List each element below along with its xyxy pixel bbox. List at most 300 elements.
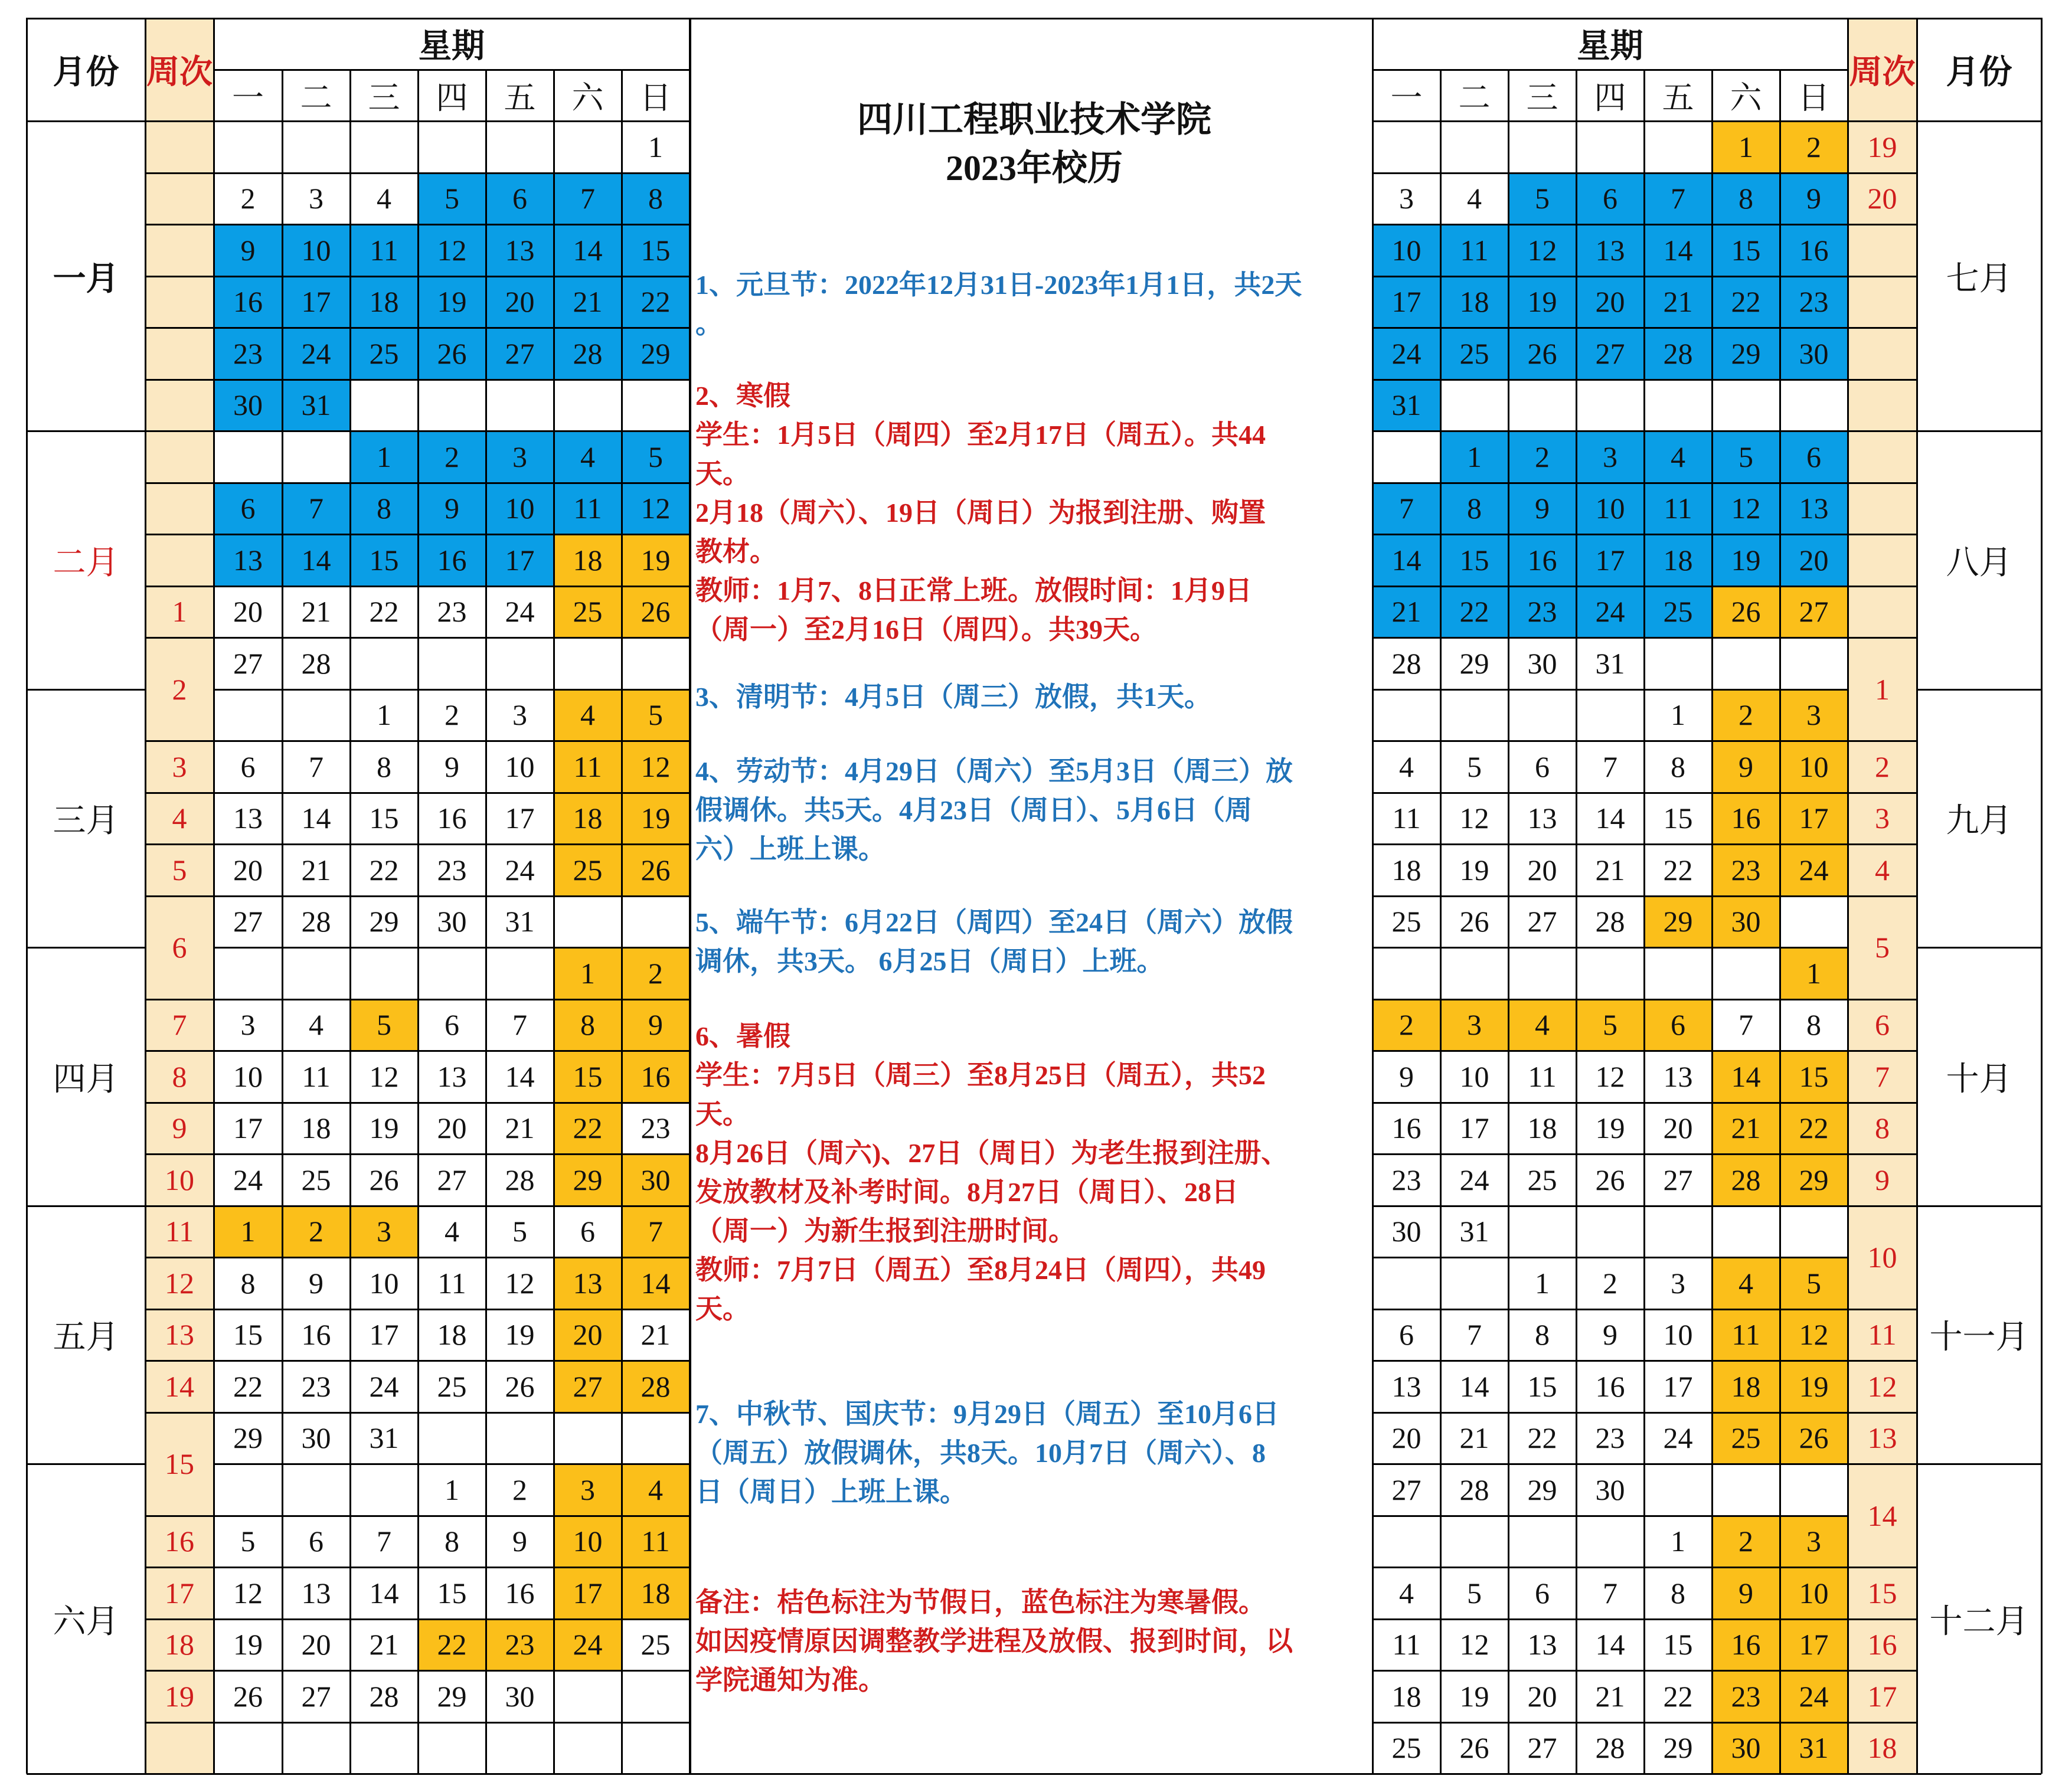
grid-line: [27, 1463, 145, 1465]
day-cell: 26: [622, 586, 689, 638]
day-cell: 1: [445, 1473, 459, 1506]
day-cell: 22: [369, 595, 399, 629]
day-cell: 12: [418, 224, 486, 276]
empty-day-cell: [622, 1670, 689, 1722]
note-line: 发放教材及补考时间。8月27日（周日）、28日: [695, 1177, 1238, 1207]
day-cell: 23: [641, 1111, 671, 1145]
empty-day-cell: [554, 1722, 622, 1774]
grid-line: [1373, 1309, 1848, 1310]
month-label: 三月: [53, 803, 119, 840]
grid-line: [214, 430, 689, 432]
day-cell: 3: [1780, 689, 1848, 741]
grid-line: [1373, 689, 1848, 691]
empty-day-cell: [214, 947, 282, 999]
day-cell: 30: [214, 380, 282, 431]
grid-line: [145, 895, 214, 897]
empty-day-cell: [1440, 689, 1508, 741]
week-number-cell: 11: [1848, 1309, 1917, 1361]
grid-line: [1848, 1050, 1917, 1052]
day-cell: 21: [1459, 1421, 1489, 1455]
day-cell: 22: [1780, 1103, 1848, 1155]
empty-day-cell: [486, 637, 554, 689]
day-cell: 19: [622, 793, 689, 845]
day-cell: 5: [1467, 1576, 1482, 1610]
day-cell: 10: [1780, 741, 1848, 793]
grid-line: [1917, 1463, 2041, 1465]
day-cell: 6: [1780, 431, 1848, 483]
day-cell: 5: [622, 689, 689, 741]
day-cell: 13: [1663, 1059, 1693, 1093]
week-number-cell: 2: [145, 637, 214, 741]
empty-day-cell: [1576, 1206, 1644, 1258]
grid-line: [1508, 69, 1509, 1774]
grid-line: [214, 1722, 689, 1724]
day-cell: 3: [1780, 1516, 1848, 1568]
day-cell: 6: [1644, 999, 1712, 1051]
grid-line: [145, 224, 214, 225]
day-cell: 18: [1391, 853, 1421, 887]
day-cell: 30: [437, 905, 467, 938]
week-number-cell: 16: [145, 1516, 214, 1568]
week-number-cell: 16: [1848, 1619, 1917, 1671]
day-cell: 16: [1391, 1111, 1421, 1145]
day-cell: 22: [1440, 586, 1508, 638]
day-cell: 21: [554, 276, 622, 328]
day-cell: 10: [1576, 483, 1644, 535]
day-cell: 15: [554, 1051, 622, 1103]
day-cell: 14: [554, 224, 622, 276]
week-number-cell: 9: [145, 1103, 214, 1155]
day-cell: 20: [233, 595, 263, 629]
grid-line: [214, 999, 689, 1000]
weekday-header: 日: [639, 80, 672, 116]
day-cell: 22: [1663, 853, 1693, 887]
weekday-header: 三: [368, 80, 400, 116]
week-number-cell: [145, 431, 214, 483]
week-number-cell: 10: [1848, 1206, 1917, 1309]
empty-day-cell: [622, 637, 689, 689]
day-cell: 16: [1712, 1619, 1780, 1671]
grid-line: [2041, 18, 2043, 1774]
week-number-cell: [1848, 328, 1917, 380]
grid-line: [1373, 1257, 1848, 1258]
day-cell: 4: [1467, 182, 1482, 215]
day-cell: 14: [1595, 1628, 1625, 1662]
grid-line: [214, 1309, 689, 1310]
day-cell: 10: [486, 483, 554, 535]
day-cell: 11: [1392, 1628, 1421, 1662]
grid-line: [689, 18, 1373, 19]
day-cell: 3: [1399, 182, 1414, 215]
day-cell: 19: [418, 276, 486, 328]
day-cell: 27: [1663, 1163, 1693, 1196]
day-cell: 16: [1780, 224, 1848, 276]
grid-line: [1848, 999, 1917, 1000]
day-cell: 9: [1508, 483, 1576, 535]
grid-line: [1373, 1670, 1848, 1672]
day-cell: 21: [641, 1318, 671, 1352]
grid-line: [1373, 637, 1848, 639]
day-cell: 29: [437, 1679, 467, 1713]
grid-line: [1373, 1567, 1848, 1568]
day-cell: 22: [622, 276, 689, 328]
grid-line: [214, 1050, 689, 1052]
empty-day-cell: [1373, 431, 1440, 483]
day-cell: 11: [1644, 483, 1712, 535]
day-cell: 27: [1576, 328, 1644, 380]
day-cell: 5: [1576, 999, 1644, 1051]
day-cell: 11: [350, 224, 418, 276]
grid-line: [214, 740, 689, 742]
day-cell: 5: [622, 431, 689, 483]
day-cell: 12: [1508, 224, 1576, 276]
grid-line: [145, 276, 214, 277]
day-cell: 28: [1595, 1731, 1625, 1765]
grid-line: [214, 224, 689, 225]
day-cell: 17: [486, 534, 554, 586]
day-cell: 30: [505, 1679, 535, 1713]
day-cell: 18: [1391, 1679, 1421, 1713]
grid-line: [214, 1153, 689, 1155]
day-cell: 25: [1391, 1731, 1421, 1765]
weekday-header: 六: [1730, 80, 1762, 116]
grid-line: [145, 327, 214, 329]
day-cell: 20: [1527, 853, 1557, 887]
day-cell: 11: [1528, 1059, 1557, 1093]
day-cell: 13: [437, 1059, 467, 1093]
empty-day-cell: [1508, 1516, 1576, 1568]
grid-line: [27, 947, 145, 949]
day-cell: 7: [1467, 1318, 1482, 1352]
grid-line: [1373, 18, 1848, 19]
empty-day-cell: [1712, 1464, 1780, 1516]
day-cell: 6: [1576, 173, 1644, 225]
note-line: 天。: [695, 1099, 750, 1129]
grid-line: [1848, 534, 1917, 535]
day-cell: 12: [622, 483, 689, 535]
day-cell: 6: [214, 483, 282, 535]
day-cell: 1: [648, 130, 663, 163]
day-cell: 18: [1527, 1111, 1557, 1145]
empty-day-cell: [1576, 380, 1644, 431]
day-cell: 27: [554, 1361, 622, 1412]
day-cell: 14: [505, 1059, 535, 1093]
week-number-cell: [145, 534, 214, 586]
day-cell: 22: [233, 1369, 263, 1403]
note-line: 2月18（周六）、19日（周日）为报到注册、购置: [695, 498, 1266, 528]
empty-day-cell: [1780, 637, 1848, 689]
day-cell: 22: [369, 853, 399, 887]
day-cell: 21: [1712, 1103, 1780, 1155]
day-cell: 19: [1712, 534, 1780, 586]
week-column-header: 周次: [145, 18, 214, 121]
day-cell: 27: [1527, 905, 1557, 938]
week-number-cell: [145, 121, 214, 173]
day-cell: 1: [1535, 1266, 1550, 1300]
day-cell: 10: [369, 1266, 399, 1300]
day-cell: 6: [240, 750, 256, 783]
day-cell: 11: [1392, 802, 1421, 835]
empty-day-cell: [1373, 1516, 1440, 1568]
note-line: 4、劳动节：4月29日（周六）至5月3日（周三）放: [695, 756, 1293, 786]
day-cell: 7: [1739, 1008, 1753, 1042]
grid-line: [1848, 1618, 1917, 1620]
grid-line: [145, 379, 214, 381]
grid-line: [553, 69, 555, 1774]
day-cell: 19: [233, 1628, 263, 1662]
day-cell: 26: [369, 1163, 399, 1196]
empty-day-cell: [1644, 637, 1712, 689]
empty-day-cell: [1644, 1206, 1712, 1258]
grid-line: [145, 999, 214, 1000]
day-cell: 25: [1644, 586, 1712, 638]
grid-line: [26, 18, 28, 1774]
day-cell: 12: [1712, 483, 1780, 535]
grid-line: [214, 792, 689, 794]
empty-day-cell: [1780, 1206, 1848, 1258]
grid-line: [1848, 430, 1917, 432]
empty-day-cell: [554, 637, 622, 689]
day-cell: 23: [1712, 1670, 1780, 1722]
grid-line: [1373, 430, 1848, 432]
grid-line: [1917, 18, 2041, 19]
day-cell: 30: [1712, 1722, 1780, 1774]
week-number-cell: 3: [1848, 793, 1917, 845]
note-line: 天。: [695, 1294, 750, 1324]
day-cell: 4: [1399, 750, 1414, 783]
grid-line: [214, 172, 689, 174]
empty-day-cell: [1712, 380, 1780, 431]
grid-line: [145, 1412, 214, 1414]
day-cell: 2: [1603, 1266, 1617, 1300]
day-cell: 11: [302, 1059, 331, 1093]
empty-day-cell: [1644, 121, 1712, 173]
week-number-cell: 5: [145, 844, 214, 896]
grid-line: [1848, 1670, 1917, 1672]
note-line: 调休，共3天。 6月25日（周日）上班。: [695, 946, 1164, 976]
grid-line: [1917, 1773, 2041, 1775]
month-label: 六月: [53, 1603, 119, 1640]
grid-line: [1440, 69, 1442, 1774]
day-cell: 23: [1595, 1421, 1625, 1455]
grid-line: [1373, 1722, 1848, 1724]
day-cell: 9: [309, 1266, 323, 1300]
grid-line: [1848, 276, 1917, 277]
weekday-header: 五: [504, 80, 536, 116]
day-cell: 22: [1527, 1421, 1557, 1455]
day-cell: 8: [1712, 173, 1780, 225]
empty-day-cell: [350, 947, 418, 999]
note-line: 教材。: [695, 537, 777, 567]
day-cell: 9: [1712, 741, 1780, 793]
grid-line: [1848, 1205, 1917, 1207]
day-cell: 21: [301, 595, 331, 629]
day-cell: 16: [301, 1318, 331, 1352]
week-number-cell: 4: [1848, 844, 1917, 896]
grid-line: [1848, 482, 1917, 484]
grid-line: [1848, 18, 1917, 19]
week-number-cell: [1848, 380, 1917, 431]
week-number-cell: 20: [1848, 173, 1917, 225]
week-number-cell: 12: [1848, 1361, 1917, 1412]
day-cell: 26: [1712, 586, 1780, 638]
day-cell: 22: [418, 1619, 486, 1671]
month-label: 五月: [53, 1319, 119, 1356]
weekday-header: 五: [1662, 80, 1694, 116]
week-number-cell: [145, 224, 214, 276]
day-cell: 12: [233, 1576, 263, 1610]
grid-line: [27, 18, 145, 19]
grid-line: [1373, 999, 1848, 1000]
grid-line: [145, 430, 214, 432]
grid-line: [214, 947, 689, 949]
grid-line: [1848, 224, 1917, 225]
day-cell: 26: [418, 328, 486, 380]
day-cell: 17: [1459, 1111, 1489, 1145]
day-cell: 11: [622, 1516, 689, 1568]
calendar-note: [695, 678, 1374, 717]
grid-line: [1848, 1722, 1917, 1724]
empty-day-cell: [418, 947, 486, 999]
day-cell: 6: [309, 1525, 323, 1558]
grid-line: [27, 430, 145, 432]
day-cell: 20: [233, 853, 263, 887]
day-cell: 19: [505, 1318, 535, 1352]
grid-line: [1848, 1153, 1917, 1155]
day-cell: 17: [1576, 534, 1644, 586]
day-cell: 14: [1712, 1051, 1780, 1103]
grid-line: [1373, 1050, 1848, 1052]
day-cell: 15: [1663, 1628, 1693, 1662]
day-cell: 24: [505, 853, 535, 887]
empty-day-cell: [418, 637, 486, 689]
day-cell: 18: [622, 1567, 689, 1619]
week-number-cell: [145, 173, 214, 225]
day-cell: 28: [554, 328, 622, 380]
note-line: 1、元旦节：2022年12月31日-2023年1月1日，共2天: [695, 270, 1302, 300]
day-cell: 13: [1527, 802, 1557, 835]
grid-line: [145, 1618, 214, 1620]
day-cell: 20: [301, 1628, 331, 1662]
day-cell: 27: [1391, 1473, 1421, 1506]
empty-day-cell: [1712, 1206, 1780, 1258]
day-cell: 14: [369, 1576, 399, 1610]
day-cell: 27: [301, 1679, 331, 1713]
day-cell: 14: [1373, 534, 1440, 586]
day-cell: 3: [1440, 999, 1508, 1051]
day-cell: 17: [233, 1111, 263, 1145]
grid-line: [214, 1257, 689, 1258]
day-cell: 29: [369, 905, 399, 938]
empty-day-cell: [214, 121, 282, 173]
week-number-cell: [1848, 224, 1917, 276]
day-cell: 8: [445, 1525, 459, 1558]
grid-line: [214, 895, 689, 897]
grid-line: [214, 18, 689, 19]
day-cell: 21: [369, 1628, 399, 1662]
empty-day-cell: [1780, 896, 1848, 948]
day-cell: 28: [1712, 1154, 1780, 1206]
week-number-cell: 5: [1848, 896, 1917, 999]
weekday-header: 四: [1594, 80, 1626, 116]
grid-line: [214, 1567, 689, 1568]
day-cell: 6: [580, 1215, 595, 1248]
calendar-note: [695, 903, 1374, 981]
day-cell: 29: [1459, 646, 1489, 680]
day-cell: 15: [233, 1318, 263, 1352]
day-cell: 7: [512, 1008, 527, 1042]
calendar-note: [695, 1017, 1374, 1329]
empty-day-cell: [486, 1412, 554, 1464]
day-cell: 19: [1459, 853, 1489, 887]
grid-line: [1779, 69, 1781, 1774]
note-line: 学院通知为准。: [695, 1665, 885, 1695]
calendar-note: [695, 752, 1374, 869]
empty-day-cell: [214, 689, 282, 741]
grid-line: [1848, 1360, 1917, 1362]
empty-day-cell: [1440, 121, 1508, 173]
grid-line: [1373, 1205, 1848, 1207]
note-line: 。: [695, 309, 723, 339]
grid-line: [1373, 1412, 1848, 1414]
day-cell: 24: [554, 1619, 622, 1671]
grid-line: [1576, 69, 1577, 1774]
day-cell: 10: [1373, 224, 1440, 276]
month-label: 八月: [1946, 544, 2012, 581]
day-cell: 25: [1391, 905, 1421, 938]
day-cell: 3: [309, 182, 323, 215]
note-line: 3、清明节：4月5日（周三）放假，共1天。: [695, 682, 1211, 712]
day-cell: 7: [622, 1206, 689, 1258]
weekday-header: 一: [232, 80, 264, 116]
grid-line: [1373, 1153, 1848, 1155]
day-cell: 18: [301, 1111, 331, 1145]
day-cell: 2: [1712, 689, 1780, 741]
day-cell: 2: [240, 182, 256, 215]
grid-line: [214, 1463, 689, 1465]
empty-day-cell: [1576, 1516, 1644, 1568]
grid-line: [1373, 69, 1848, 71]
grid-line: [214, 586, 689, 587]
day-cell: 27: [1780, 586, 1848, 638]
day-cell: 17: [369, 1318, 399, 1352]
week-number-cell: 14: [1848, 1464, 1917, 1567]
week-number-cell: 13: [1848, 1412, 1917, 1464]
day-cell: 15: [437, 1576, 467, 1610]
day-cell: 24: [1663, 1421, 1693, 1455]
grid-line: [485, 69, 487, 1774]
day-cell: 15: [1527, 1369, 1557, 1403]
grid-line: [145, 792, 214, 794]
day-cell: 28: [505, 1163, 535, 1196]
day-cell: 21: [301, 853, 331, 887]
empty-day-cell: [622, 1412, 689, 1464]
empty-day-cell: [282, 947, 350, 999]
day-cell: 12: [369, 1059, 399, 1093]
day-cell: 1: [350, 431, 418, 483]
calendar-note: [695, 1395, 1374, 1512]
day-cell: 10: [1663, 1318, 1693, 1352]
day-cell: 2: [418, 431, 486, 483]
note-line: （周五）放假调休，共8天。10月7日（周六）、8: [695, 1438, 1266, 1468]
note-line: （周一）至2月16日（周四）。共39天。: [695, 614, 1157, 645]
week-number-cell: 3: [145, 741, 214, 793]
grid-line: [145, 1360, 214, 1362]
empty-day-cell: [1712, 947, 1780, 999]
day-cell: 20: [1780, 534, 1848, 586]
grid-line: [1711, 69, 1713, 1774]
empty-day-cell: [486, 947, 554, 999]
